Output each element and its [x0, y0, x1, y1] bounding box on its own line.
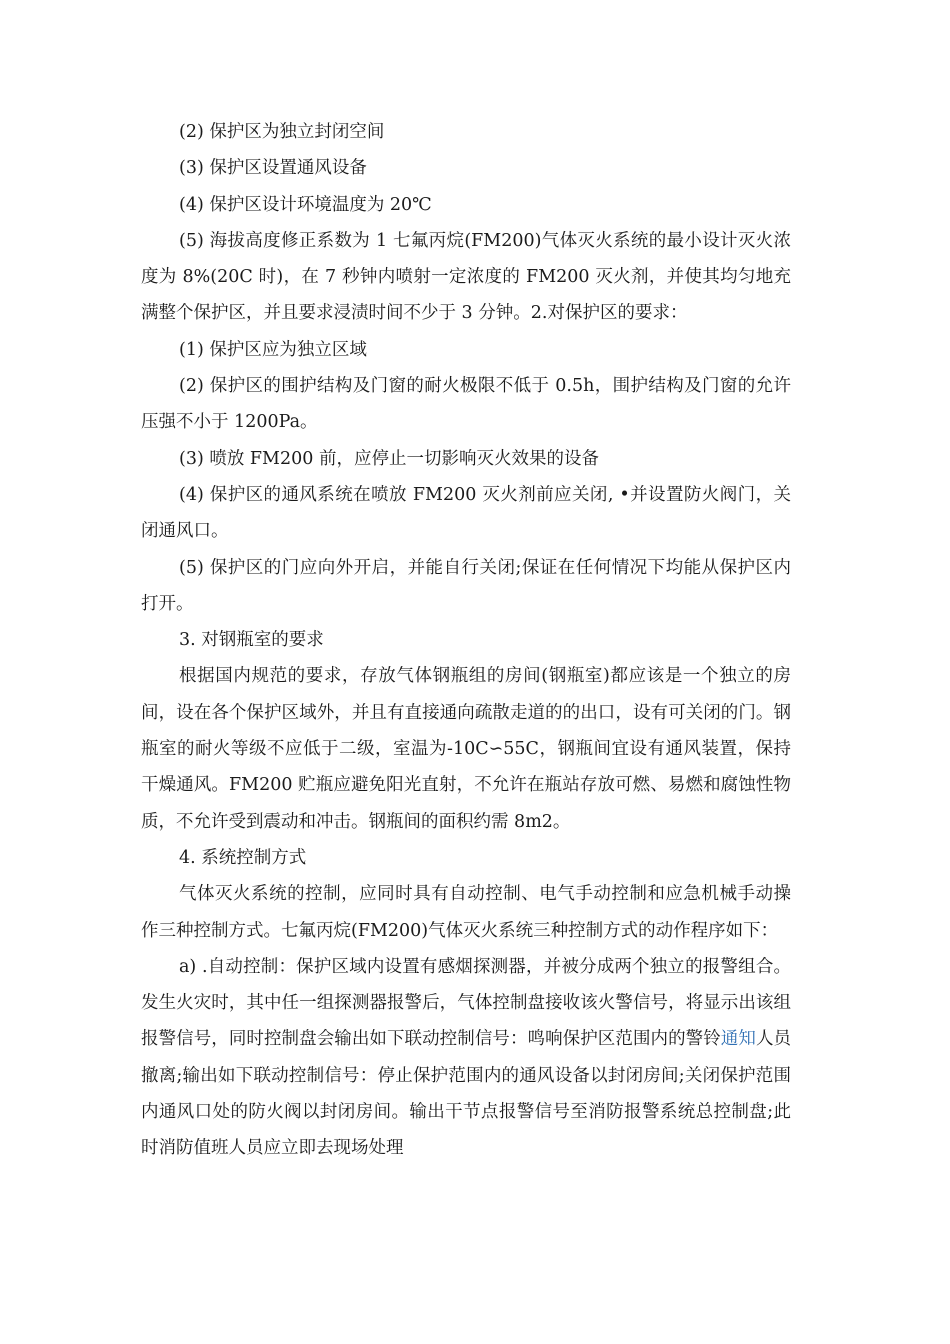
paragraph-8: (4) 保护区的通风系统在喷放 FM200 灭火剂前应关闭, •并设置防火阀门，关闭通风口。: [141, 484, 791, 542]
paragraph-4: (5) 海拔高度修正系数为 1 七氟丙烷(FM200)气体灭火系统的最小设计灭火浓度为 8%(20C 时)，在 7 秒钟内喷射一定浓度的 FM200 灭火剂，并使其均匀地充满整个保护区，并且要求浸渍时间不少于 3 分钟。2.对保护区的要求：: [141, 230, 791, 324]
paragraph-6: (2) 保护区的围护结构及门窗的耐火极限不低于 0.5h，围护结构及门窗的允许压强不小于 1200Pa。: [141, 376, 791, 433]
paragraph-7: (3) 喷放 FM200 前，应停止一切影响灭火效果的设备: [179, 448, 599, 469]
auto-control-text-after: 人员撤离;输出如下联动控制信号：停止保护范围内的通风设备以封闭房间;关闭保护范围内通风口处的防火阀以封闭房间。输出干节点报警信号至消防报警系统总控制盘;此时消防值班人员应立即去现场处理: [141, 1029, 792, 1159]
paragraph-control-intro: 气体灭火系统的控制，应同时具有自动控制、电气手动控制和应急机械手动操作三种控制方式。七氟丙烷(FM200)气体灭火系统三种控制方式的动作程序如下：: [141, 884, 791, 941]
document-page: [141, 114, 791, 1167]
paragraph-auto-control: [141, 949, 791, 1167]
paragraph-3: (4) 保护区设计环境温度为 20℃: [179, 194, 432, 215]
paragraph-9: (5) 保护区的门应向外开启，并能自行关闭;保证在任何情况下均能从保护区内打开。: [141, 557, 791, 614]
section-heading-3: 3. 对钢瓶室的要求: [179, 630, 324, 651]
notify-link[interactable]: 通知: [720, 1029, 756, 1050]
paragraph-2: (3) 保护区设置通风设备: [179, 158, 367, 179]
section-heading-4: 4. 系统控制方式: [179, 847, 307, 868]
paragraph-5: (1) 保护区应为独立区域: [179, 339, 367, 360]
paragraph-cylinder-room: 根据国内规范的要求，存放气体钢瓶组的房间(钢瓶室)都应该是一个独立的房间，设在各个保护区域外，并且有直接通向疏散走道的的出口，设有可关闭的门。钢瓶室的耐火等级不应低于二级，室温为-10C∽55C，钢瓶间宜设有通风装置，保持干燥通风。FM200 贮瓶应避免阳光直射，不允许在瓶站存放可燃、易燃和腐蚀性物质，不允许受到震动和冲击。钢瓶间的面积约需 8m2。: [141, 666, 791, 832]
paragraph-1: (2) 保护区为独立封闭空间: [179, 122, 385, 142]
auto-control-text-before: a) .自动控制：保护区域内设置有感烟探测器，并被分成两个独立的报警组合。发生火灾时，其中任一组探测器报警后，气体控制盘接收该火警信号，将显示出该组报警信号，同时控制盘会输出如下联动控制信号：鸣响保护区范围内的警铃: [141, 956, 791, 1050]
